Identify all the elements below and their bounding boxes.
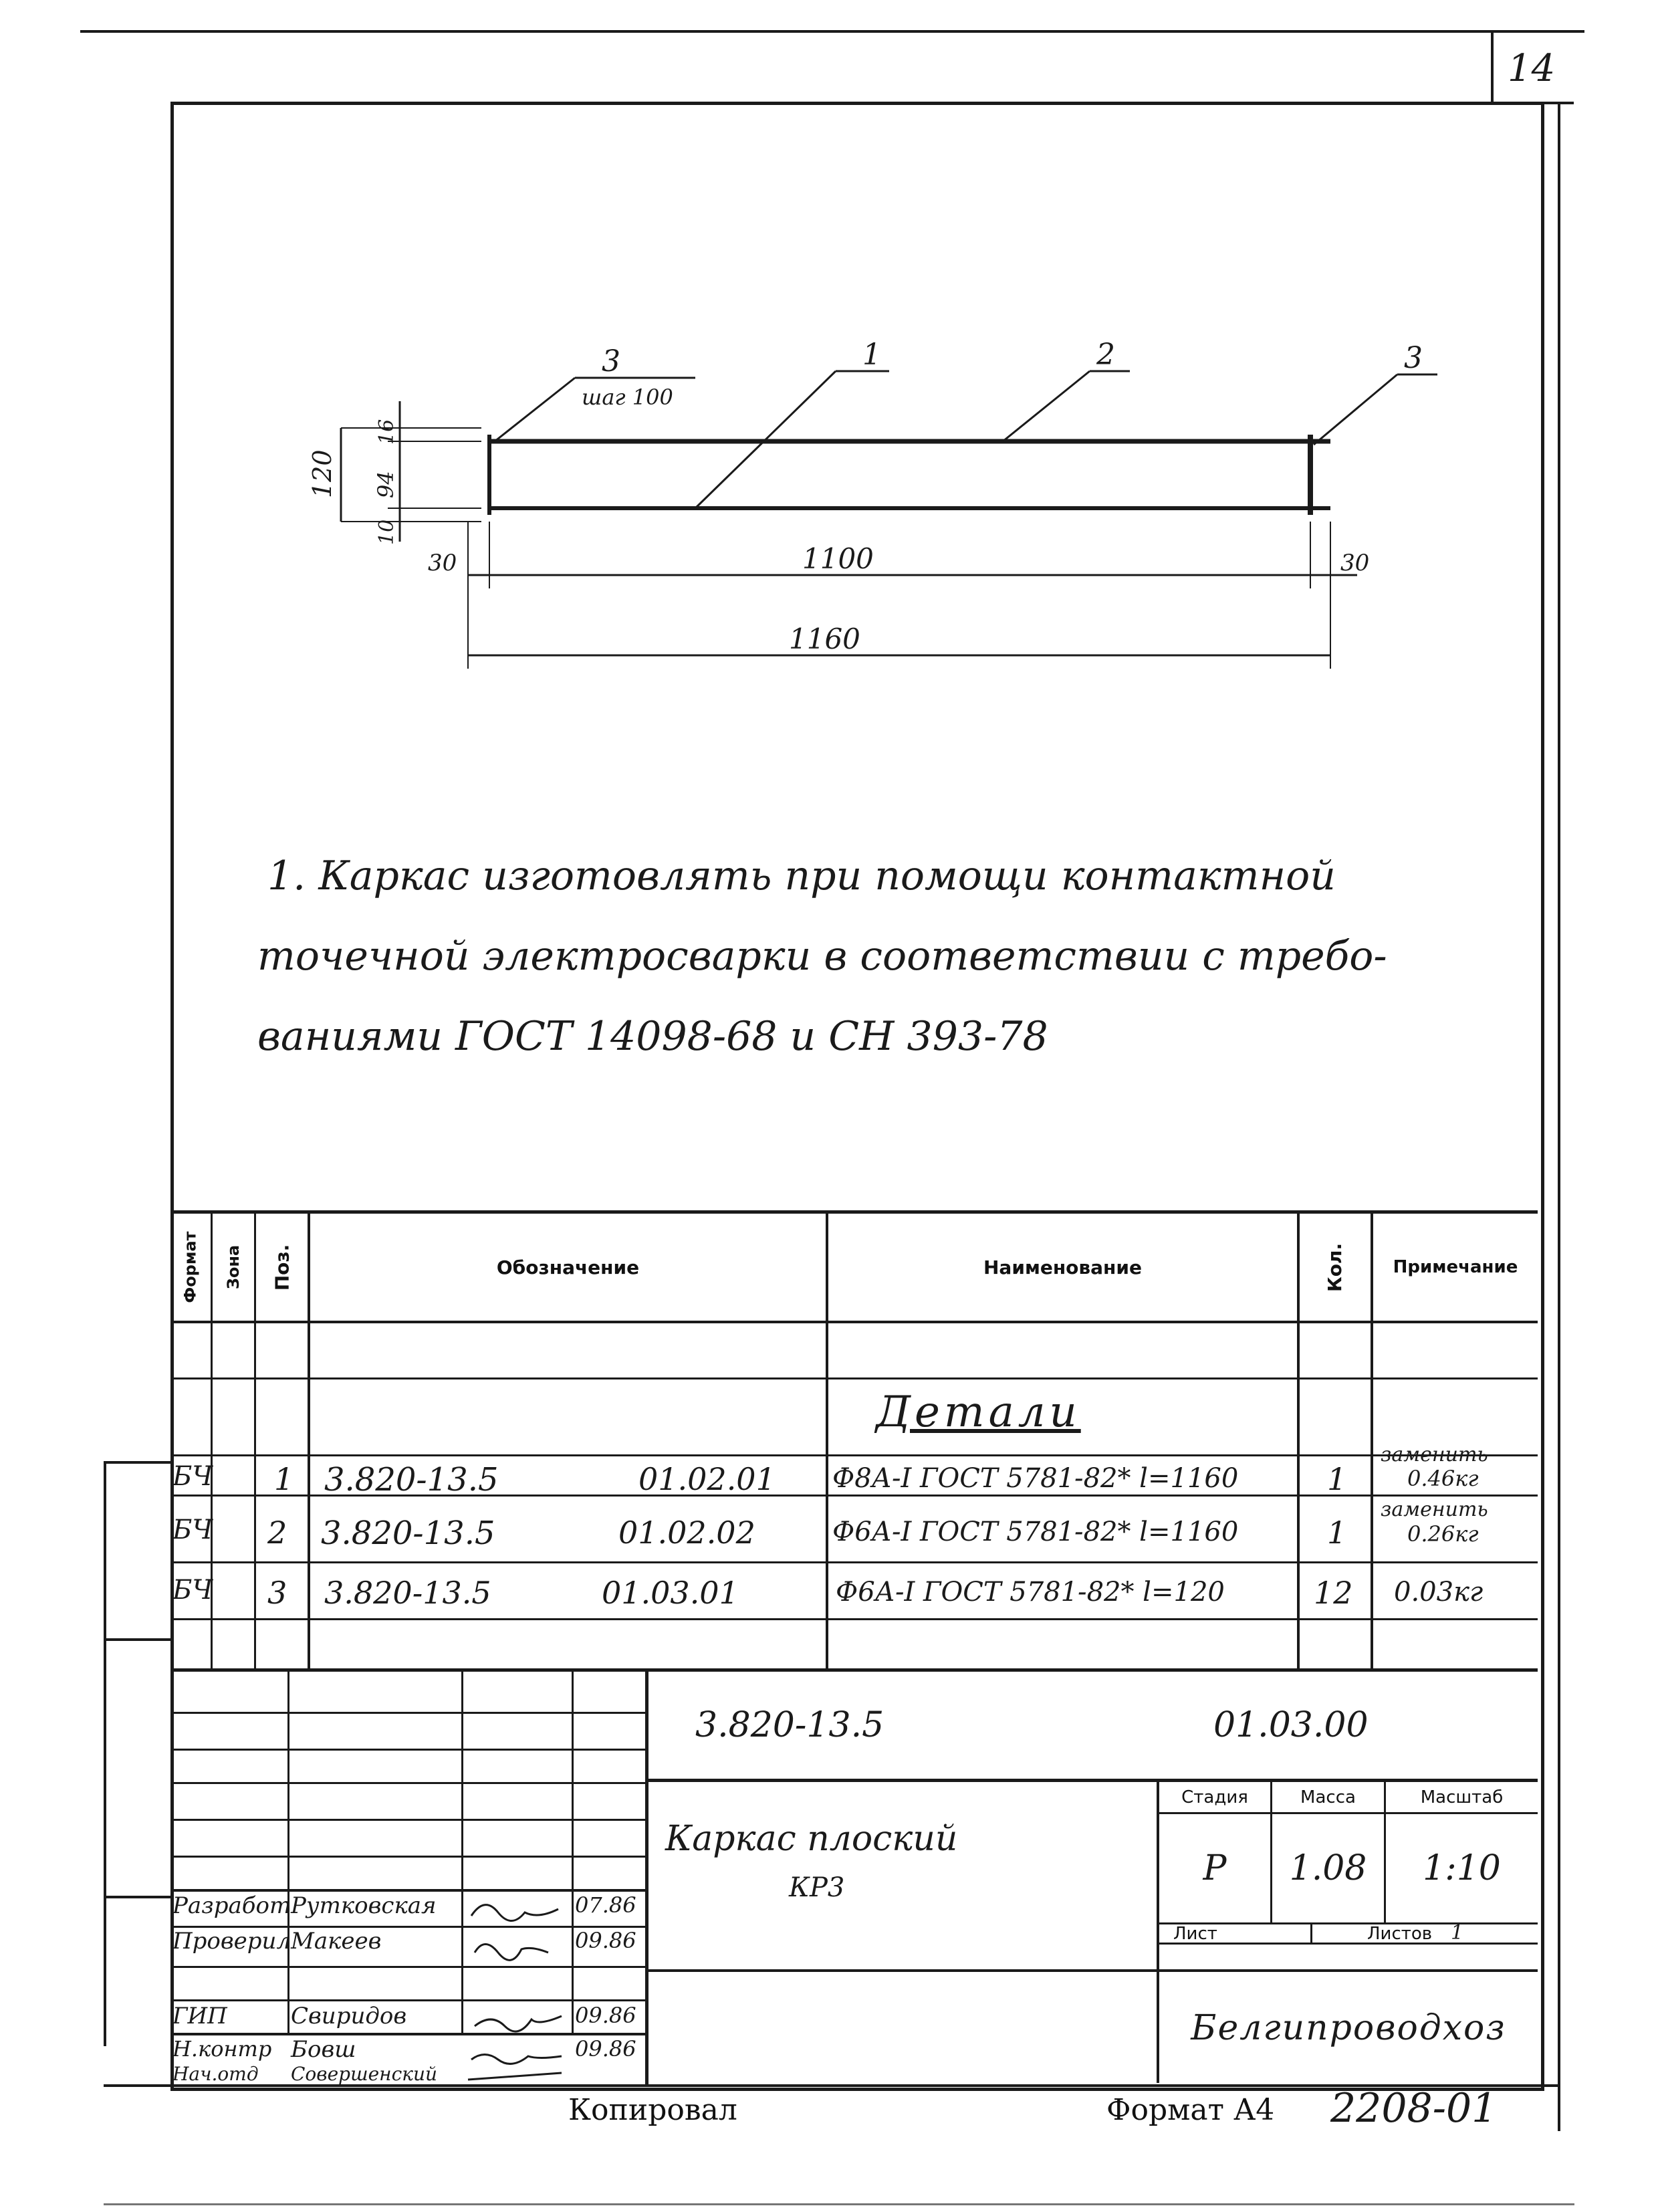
header-zone: Зона — [224, 1244, 243, 1290]
dim-h-mid: 94 — [373, 471, 398, 498]
note-line-2: точечной электросварки в соответствии с требо- — [257, 933, 1387, 980]
section-title: Детали — [876, 1388, 1081, 1437]
row3-note-b: 0.03кг — [1394, 1577, 1484, 1608]
sig5-name: Бовш — [291, 2036, 356, 2063]
dim-h-total: 120 — [308, 449, 337, 498]
header-designation: Обозначение — [496, 1256, 640, 1279]
sig1-role: Разработ — [172, 1892, 291, 1919]
row1-name: Ф8А-I ГОСТ 5781-82* l=1160 — [832, 1463, 1239, 1494]
sig2-role: Проверил — [172, 1928, 291, 1955]
sheets-value: 1 — [1451, 1921, 1464, 1945]
item-name-b: КР3 — [789, 1872, 845, 1903]
sheets-label: Листов — [1367, 1924, 1433, 1944]
scale-label: Масштаб — [1420, 1787, 1504, 1807]
sig2-name: Макеев — [291, 1928, 382, 1955]
row3-name: Ф6А-I ГОСТ 5781-82* l=120 — [836, 1577, 1225, 1608]
callout-1: 1 — [862, 338, 881, 372]
header-pos: Поз. — [270, 1244, 293, 1291]
organization: Белгипроводхоз — [1191, 2007, 1506, 2048]
doc-code-a: 3.820-13.5 — [695, 1705, 884, 1745]
header-qty: Кол. — [1324, 1242, 1346, 1292]
row1-des-a: 3.820-13.5 — [324, 1461, 499, 1499]
row2-name: Ф6А-I ГОСТ 5781-82* l=1160 — [832, 1517, 1239, 1547]
dim-len-main: 1100 — [802, 542, 874, 575]
row2-des-a: 3.820-13.5 — [321, 1515, 495, 1552]
row2-qty: 1 — [1327, 1515, 1347, 1551]
mass-value: 1.08 — [1289, 1848, 1367, 1888]
header-name: Наименование — [983, 1256, 1142, 1279]
sig5-date: 09.86 — [575, 2036, 636, 2062]
row1-format: БЧ — [172, 1461, 213, 1492]
frame-left-strip — [104, 1461, 106, 2046]
dim-len-right: 30 — [1340, 550, 1370, 576]
note-line-1: 1. Каркас изготовлять при помощи контактной — [267, 853, 1336, 899]
row3-pos: 3 — [267, 1575, 287, 1611]
row2-note-a: заменить — [1381, 1498, 1488, 1521]
row2-note-b: 0.26кг — [1407, 1521, 1479, 1547]
dim-len-left: 30 — [428, 550, 457, 576]
bottom-edge-line — [104, 2203, 1574, 2205]
mass-label: Масса — [1300, 1787, 1356, 1807]
header-note: Примечание — [1393, 1257, 1518, 1277]
header-format: Формат — [181, 1231, 201, 1303]
dim-len-total: 1160 — [789, 623, 860, 655]
item-name-a: Каркас плоский — [665, 1819, 958, 1859]
stage-value: Р — [1203, 1848, 1227, 1888]
row2-format: БЧ — [172, 1515, 213, 1545]
row1-qty: 1 — [1327, 1461, 1347, 1497]
row3-des-a: 3.820-13.5 — [324, 1575, 491, 1611]
sheet-label: Лист — [1173, 1924, 1217, 1944]
sig1-name: Рутковская — [291, 1892, 437, 1919]
sig4-role: ГИП — [172, 2003, 227, 2029]
sig1-date: 07.86 — [575, 1892, 636, 1918]
note-line-3: ваниями ГОСТ 14098-68 и СН 393-78 — [257, 1013, 1048, 1060]
row1-note-b: 0.46кг — [1407, 1466, 1479, 1491]
row1-pos: 1 — [274, 1461, 294, 1497]
footer-format: Формат А4 — [1106, 2093, 1275, 2127]
dim-h-top: 16 — [375, 419, 398, 445]
row1-des-b: 01.02.01 — [638, 1461, 776, 1497]
callout-3a: 3 — [602, 344, 620, 378]
stage-label: Стадия — [1181, 1787, 1248, 1807]
sig5-role: Н.контр — [172, 2036, 272, 2062]
row1-note-a: заменить — [1381, 1443, 1488, 1466]
callout-2: 2 — [1096, 338, 1115, 372]
row2-des-b: 01.02.02 — [618, 1515, 755, 1551]
row3-format: БЧ — [172, 1575, 213, 1606]
doc-code-b: 01.03.00 — [1213, 1705, 1369, 1745]
dim-h-bottom: 10 — [375, 519, 398, 545]
sig6-name: Совершенский — [291, 2063, 438, 2085]
row3-des-b: 01.03.01 — [602, 1575, 739, 1611]
row3-qty: 12 — [1314, 1575, 1353, 1611]
sig4-name: Свиридов — [291, 2003, 407, 2029]
frame-left-strip-bot — [104, 1896, 170, 1898]
footer-copied: Копировал — [568, 2093, 737, 2127]
signature-scribbles — [461, 1889, 575, 2086]
sheet-number: 14 — [1508, 47, 1556, 90]
frame-left-strip-top — [104, 1461, 170, 1464]
sig4-date: 09.86 — [575, 2003, 636, 2028]
frame-drawing — [0, 0, 1658, 736]
sig2-date: 09.86 — [575, 1928, 636, 1953]
callout-note: шаг 100 — [582, 384, 673, 410]
sig6-role: Нач.отд — [172, 2063, 259, 2085]
frame-left-strip-mid — [104, 1638, 170, 1641]
callout-3b: 3 — [1404, 341, 1423, 375]
scale-value: 1:10 — [1423, 1848, 1501, 1888]
row2-pos: 2 — [267, 1515, 287, 1551]
footer-archive: 2208-01 — [1330, 2085, 1498, 2132]
